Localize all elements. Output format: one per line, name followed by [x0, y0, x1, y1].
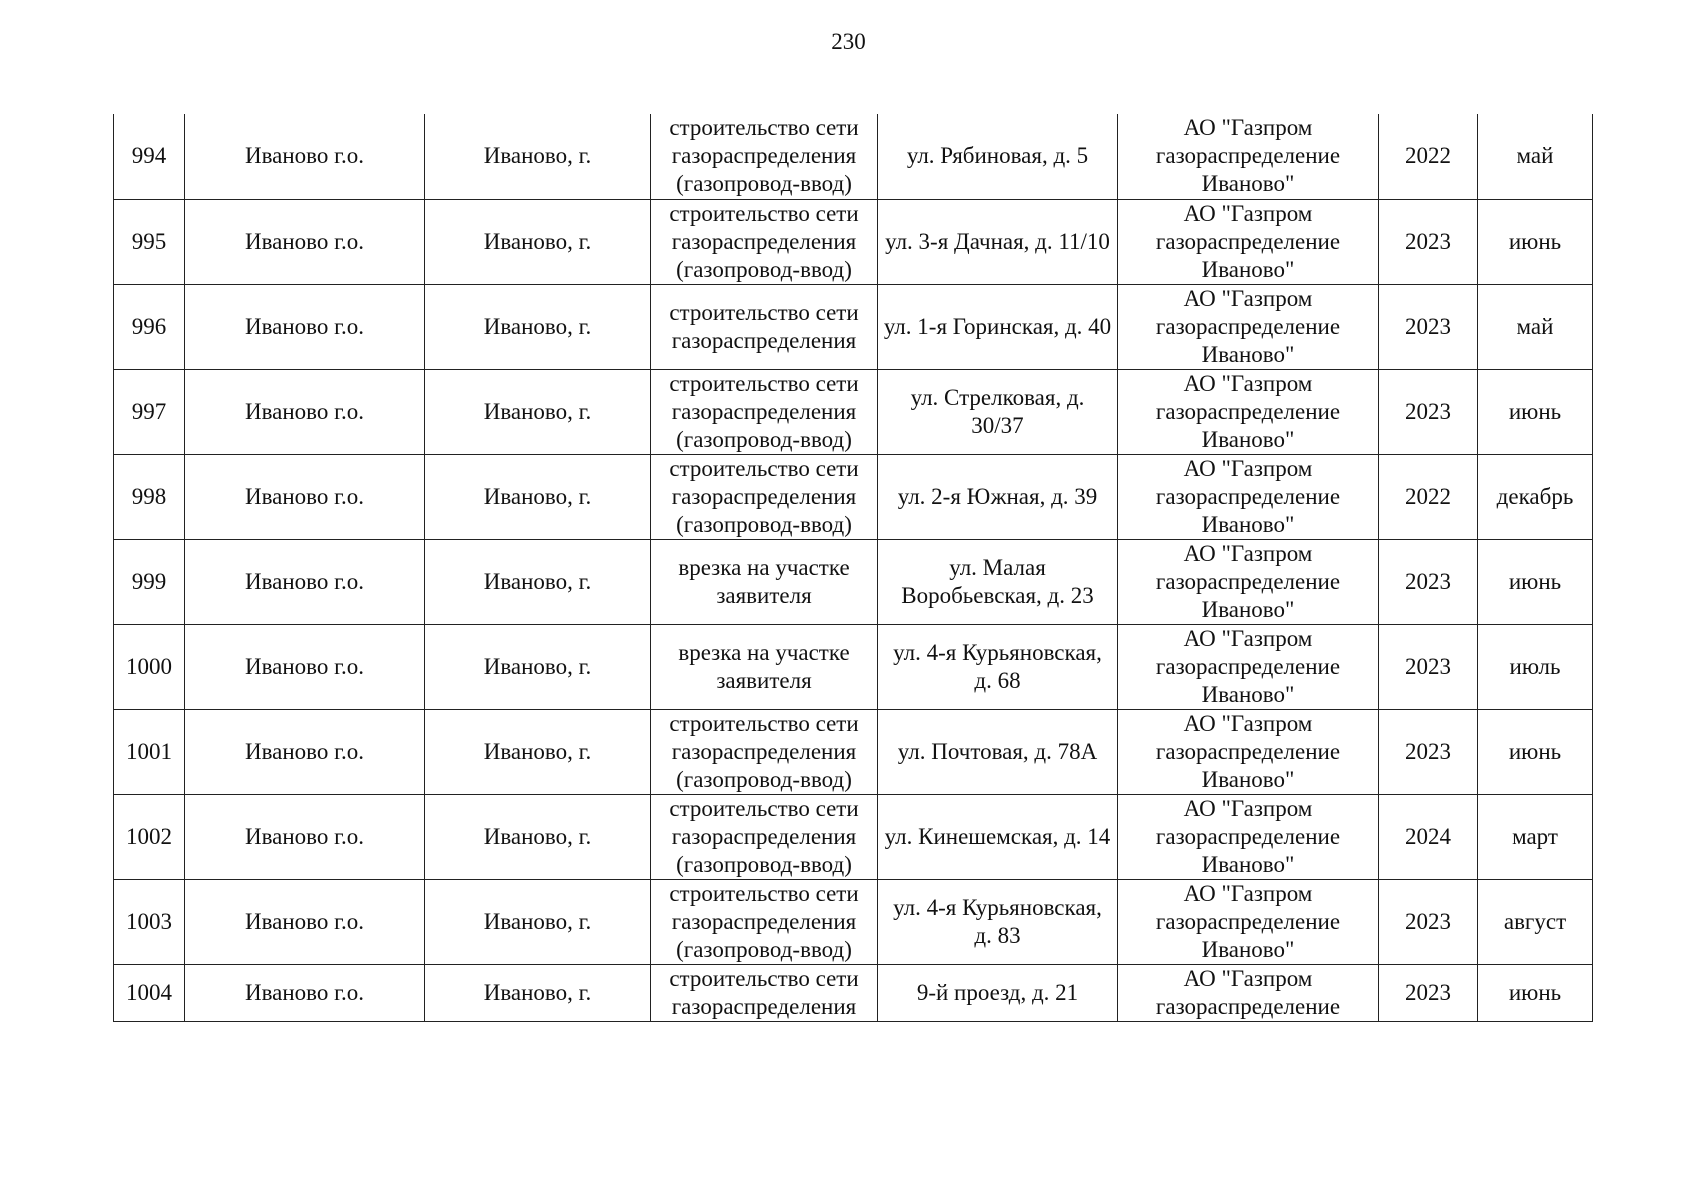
work-type-cell: строительство сети газораспределения (газопровод-ввод) [651, 454, 878, 539]
work-type-cell: строительство сети газораспределения [651, 964, 878, 1021]
district-cell: Иваново г.о. [185, 454, 425, 539]
address-cell: ул. Почтовая, д. 78А [878, 709, 1118, 794]
month-cell: май [1478, 114, 1593, 199]
month-cell: май [1478, 284, 1593, 369]
row-number: 994 [114, 114, 185, 199]
organization-cell: АО "Газпром газораспределение Иваново" [1118, 369, 1379, 454]
table-row [114, 794, 1593, 879]
gas-network-table [113, 114, 1593, 1022]
organization-cell: АО "Газпром газораспределение Иваново" [1118, 709, 1379, 794]
month-cell: июль [1478, 624, 1593, 709]
locality-cell: Иваново, г. [425, 369, 651, 454]
district-cell: Иваново г.о. [185, 964, 425, 1021]
locality-cell: Иваново, г. [425, 114, 651, 199]
work-type-cell: строительство сети газораспределения (газопровод-ввод) [651, 794, 878, 879]
address-cell: ул. Малая Воробьевская, д. 23 [878, 539, 1118, 624]
address-cell: ул. Стрелковая, д. 30/37 [878, 369, 1118, 454]
month-cell: июнь [1478, 709, 1593, 794]
month-cell: июнь [1478, 369, 1593, 454]
district-cell: Иваново г.о. [185, 284, 425, 369]
year-cell: 2023 [1379, 539, 1478, 624]
year-cell: 2023 [1379, 199, 1478, 284]
district-cell: Иваново г.о. [185, 369, 425, 454]
address-cell: ул. 1-я Горинская, д. 40 [878, 284, 1118, 369]
row-number: 996 [114, 284, 185, 369]
table-row [114, 369, 1593, 454]
table-row [114, 709, 1593, 794]
organization-cell: АО "Газпром газораспределение Иваново" [1118, 284, 1379, 369]
table-row [114, 284, 1593, 369]
row-number: 999 [114, 539, 185, 624]
row-number: 997 [114, 369, 185, 454]
table-row [114, 539, 1593, 624]
locality-cell: Иваново, г. [425, 199, 651, 284]
organization-cell: АО "Газпром газораспределение [1118, 964, 1379, 1021]
district-cell: Иваново г.о. [185, 114, 425, 199]
organization-cell: АО "Газпром газораспределение Иваново" [1118, 539, 1379, 624]
row-number: 1004 [114, 964, 185, 1021]
organization-cell: АО "Газпром газораспределение Иваново" [1118, 454, 1379, 539]
year-cell: 2023 [1379, 369, 1478, 454]
address-cell: 9-й проезд, д. 21 [878, 964, 1118, 1021]
month-cell: июнь [1478, 964, 1593, 1021]
locality-cell: Иваново, г. [425, 539, 651, 624]
year-cell: 2023 [1379, 284, 1478, 369]
row-number: 995 [114, 199, 185, 284]
work-type-cell: врезка на участке заявителя [651, 539, 878, 624]
year-cell: 2023 [1379, 879, 1478, 964]
work-type-cell: строительство сети газораспределения (газопровод-ввод) [651, 709, 878, 794]
organization-cell: АО "Газпром газораспределение Иваново" [1118, 879, 1379, 964]
work-type-cell: строительство сети газораспределения (газопровод-ввод) [651, 369, 878, 454]
address-cell: ул. Рябиновая, д. 5 [878, 114, 1118, 199]
work-type-cell: строительство сети газораспределения [651, 284, 878, 369]
address-cell: ул. 3-я Дачная, д. 11/10 [878, 199, 1118, 284]
district-cell: Иваново г.о. [185, 624, 425, 709]
locality-cell: Иваново, г. [425, 964, 651, 1021]
table-row [114, 114, 1593, 199]
district-cell: Иваново г.о. [185, 794, 425, 879]
year-cell: 2023 [1379, 964, 1478, 1021]
page-number: 230 [831, 29, 866, 54]
year-cell: 2023 [1379, 624, 1478, 709]
row-number: 998 [114, 454, 185, 539]
locality-cell: Иваново, г. [425, 794, 651, 879]
year-cell: 2022 [1379, 114, 1478, 199]
locality-cell: Иваново, г. [425, 284, 651, 369]
table-row [114, 454, 1593, 539]
organization-cell: АО "Газпром газораспределение Иваново" [1118, 199, 1379, 284]
table-row [114, 199, 1593, 284]
work-type-cell: строительство сети газораспределения (газопровод-ввод) [651, 199, 878, 284]
table-row [114, 624, 1593, 709]
address-cell: ул. Кинешемская, д. 14 [878, 794, 1118, 879]
month-cell: декабрь [1478, 454, 1593, 539]
organization-cell: АО "Газпром газораспределение Иваново" [1118, 624, 1379, 709]
organization-cell: АО "Газпром газораспределение Иваново" [1118, 794, 1379, 879]
year-cell: 2024 [1379, 794, 1478, 879]
locality-cell: Иваново, г. [425, 454, 651, 539]
district-cell: Иваново г.о. [185, 879, 425, 964]
work-type-cell: строительство сети газораспределения (газопровод-ввод) [651, 879, 878, 964]
month-cell: июнь [1478, 539, 1593, 624]
month-cell: июнь [1478, 199, 1593, 284]
year-cell: 2023 [1379, 709, 1478, 794]
organization-cell: АО "Газпром газораспределение Иваново" [1118, 114, 1379, 199]
locality-cell: Иваново, г. [425, 709, 651, 794]
address-cell: ул. 4-я Курьяновская, д. 83 [878, 879, 1118, 964]
month-cell: август [1478, 879, 1593, 964]
work-type-cell: врезка на участке заявителя [651, 624, 878, 709]
year-cell: 2022 [1379, 454, 1478, 539]
table-row [114, 879, 1593, 964]
row-number: 1002 [114, 794, 185, 879]
locality-cell: Иваново, г. [425, 624, 651, 709]
table-row [114, 964, 1593, 1021]
address-cell: ул. 4-я Курьяновская, д. 68 [878, 624, 1118, 709]
district-cell: Иваново г.о. [185, 199, 425, 284]
district-cell: Иваново г.о. [185, 539, 425, 624]
district-cell: Иваново г.о. [185, 709, 425, 794]
address-cell: ул. 2-я Южная, д. 39 [878, 454, 1118, 539]
row-number: 1000 [114, 624, 185, 709]
row-number: 1001 [114, 709, 185, 794]
month-cell: март [1478, 794, 1593, 879]
row-number: 1003 [114, 879, 185, 964]
work-type-cell: строительство сети газораспределения (газопровод-ввод) [651, 114, 878, 199]
locality-cell: Иваново, г. [425, 879, 651, 964]
